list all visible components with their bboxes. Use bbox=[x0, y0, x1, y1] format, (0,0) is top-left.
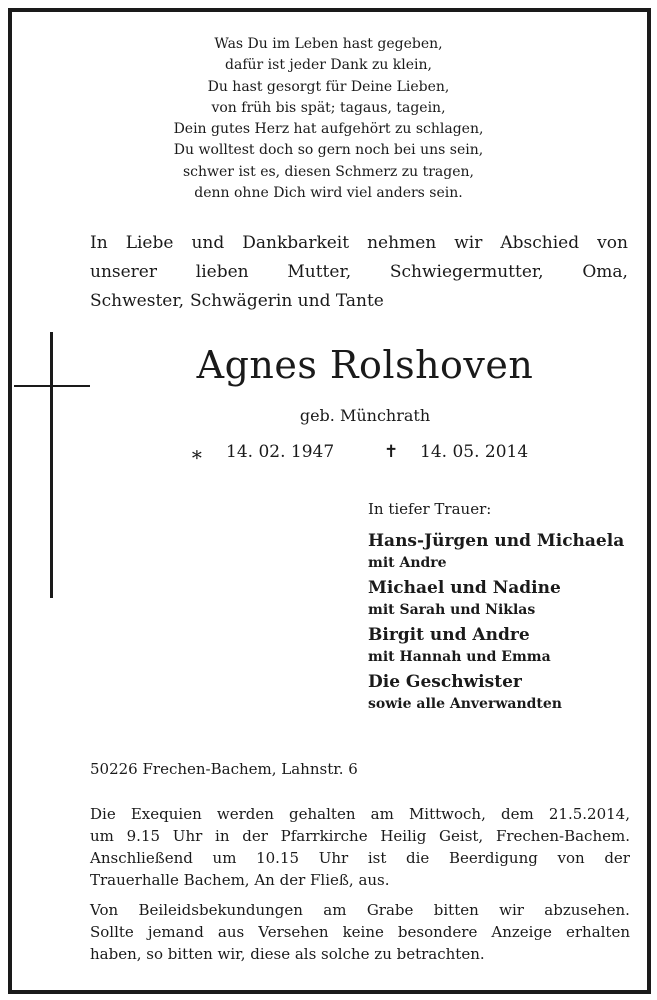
mourner-main: Michael und Nadine bbox=[368, 578, 561, 598]
service-word: aus bbox=[217, 923, 245, 941]
poem-line: Du hast gesorgt für Deine Lieben, bbox=[207, 78, 450, 95]
birth-star-icon: ∗ bbox=[190, 442, 204, 466]
service-word: die bbox=[406, 849, 430, 867]
poem bbox=[0, 34, 657, 204]
mourner-group bbox=[368, 530, 638, 573]
intro-word: Liebe bbox=[125, 233, 174, 253]
service-word: um bbox=[212, 849, 237, 867]
mourner-group bbox=[368, 577, 638, 620]
service-word: Beileidsbekundungen bbox=[138, 901, 303, 919]
intro-word: lieben bbox=[195, 262, 249, 282]
mourners-heading: In tiefer Trauer: bbox=[368, 500, 492, 518]
service-word: Mittwoch, bbox=[408, 805, 486, 823]
mourner-main: Birgit und Andre bbox=[368, 625, 530, 645]
mourner-group bbox=[368, 624, 638, 667]
service-line: Trauerhalle Bachem, An der Fließ, aus. bbox=[90, 871, 390, 889]
service-word: am bbox=[370, 805, 394, 823]
service-word: wir bbox=[499, 901, 524, 919]
service-word: Die bbox=[90, 805, 116, 823]
poem-line: Was Du im Leben hast gegeben, bbox=[214, 36, 443, 52]
service-line bbox=[90, 847, 630, 869]
service-word: abzusehen. bbox=[544, 901, 630, 919]
address: 50226 Frechen-Bachem, Lahnstr. 6 bbox=[90, 760, 358, 778]
service-info bbox=[90, 803, 630, 965]
service-word: der bbox=[604, 849, 630, 867]
intro-word: wir bbox=[454, 233, 483, 253]
service-line bbox=[90, 803, 630, 825]
intro-word: Dankbarkeit bbox=[242, 233, 350, 253]
poem-line: Du wolltest doch so gern noch bei uns sein, bbox=[173, 142, 484, 159]
intro-word: Mutter, bbox=[287, 262, 352, 282]
death-cross-icon: ✝ bbox=[384, 442, 399, 462]
service-word: Anschließend bbox=[90, 849, 193, 867]
intro-word: Schwester, bbox=[90, 291, 185, 311]
intro-word: von bbox=[597, 233, 628, 253]
service-word: Von bbox=[90, 901, 119, 919]
mourner-sub: mit Hannah und Emma bbox=[368, 649, 551, 665]
service-word: 21.5.2014, bbox=[548, 805, 630, 823]
deceased-name: Agnes Rolshoven bbox=[196, 343, 534, 387]
service-word: besondere bbox=[397, 923, 478, 941]
service-word: Sollte bbox=[90, 923, 134, 941]
mourner-sub: mit Andre bbox=[368, 555, 447, 571]
service-word: werden bbox=[216, 805, 274, 823]
service-word: Uhr bbox=[318, 849, 349, 867]
service-line bbox=[90, 921, 630, 943]
service-line: haben, so bitten wir, diese als solche zu betrachten. bbox=[90, 945, 485, 963]
intro-word: Abschied bbox=[500, 233, 580, 253]
service-word: Grabe bbox=[366, 901, 414, 919]
service-line bbox=[90, 899, 630, 921]
service-word: der bbox=[242, 827, 268, 845]
birth-name: geb. Münchrath bbox=[299, 406, 431, 425]
intro-word: und bbox=[191, 233, 225, 253]
service-word: in bbox=[215, 827, 230, 845]
mourner-sub: sowie alle Anverwandten bbox=[368, 696, 562, 712]
mourner-sub: mit Sarah und Niklas bbox=[368, 602, 536, 618]
poem-line: schwer ist es, diesen Schmerz zu tragen, bbox=[183, 163, 474, 180]
service-word: Exequien bbox=[130, 805, 202, 823]
service-word: ist bbox=[367, 849, 387, 867]
service-word: Beerdigung bbox=[448, 849, 538, 867]
intro-word: unserer bbox=[90, 262, 157, 282]
service-word: von bbox=[557, 849, 585, 867]
service-word: Frechen-Bachem. bbox=[495, 827, 630, 845]
service-word: Versehen bbox=[258, 923, 329, 941]
intro-word: nehmen bbox=[367, 233, 437, 253]
mourners-list bbox=[368, 500, 638, 718]
service-word: am bbox=[323, 901, 347, 919]
cross-icon bbox=[14, 332, 90, 598]
service-word: gehalten bbox=[289, 805, 356, 823]
cross-vertical-bar bbox=[50, 332, 53, 598]
intro-word: In bbox=[90, 233, 108, 253]
mourner-main: Hans-Jürgen und Michaela bbox=[368, 531, 625, 551]
service-word: dem bbox=[501, 805, 534, 823]
intro-word: Schwiegermutter, bbox=[389, 262, 544, 282]
intro-text bbox=[90, 229, 628, 316]
service-word: erhalten bbox=[565, 923, 630, 941]
intro-line-1 bbox=[90, 229, 628, 258]
service-word: Pfarrkirche bbox=[280, 827, 368, 845]
intro-word: Schwägerin und Tante bbox=[190, 291, 384, 311]
service-word: 9.15 bbox=[126, 827, 161, 845]
service-word: Heilig bbox=[380, 827, 427, 845]
paragraph-gap bbox=[90, 891, 630, 899]
poem-line: dafür ist jeder Dank zu klein, bbox=[225, 57, 432, 74]
death-date: 14. 05. 2014 bbox=[420, 442, 529, 462]
birth-date: 14. 02. 1947 bbox=[226, 442, 335, 462]
poem-line: von früh bis spät; tagaus, tagein, bbox=[211, 99, 446, 116]
service-word: keine bbox=[342, 923, 384, 941]
service-word: bitten bbox=[433, 901, 479, 919]
mourner-group bbox=[368, 671, 638, 714]
service-word: Geist, bbox=[439, 827, 484, 845]
mourner-main: Die Geschwister bbox=[368, 672, 522, 692]
cross-horizontal-bar bbox=[14, 385, 90, 387]
service-word: Anzeige bbox=[491, 923, 552, 941]
service-word: um bbox=[90, 827, 114, 845]
service-line bbox=[90, 825, 630, 847]
poem-line: denn ohne Dich wird viel anders sein. bbox=[194, 185, 463, 202]
intro-word: Oma, bbox=[582, 262, 628, 282]
intro-line-3 bbox=[90, 287, 628, 316]
intro-line-2 bbox=[90, 258, 628, 287]
poem-line: Dein gutes Herz hat aufgehört zu schlagen, bbox=[173, 121, 484, 138]
service-word: 10.15 bbox=[256, 849, 300, 867]
service-word: jemand bbox=[147, 923, 204, 941]
service-word: Uhr bbox=[172, 827, 203, 845]
